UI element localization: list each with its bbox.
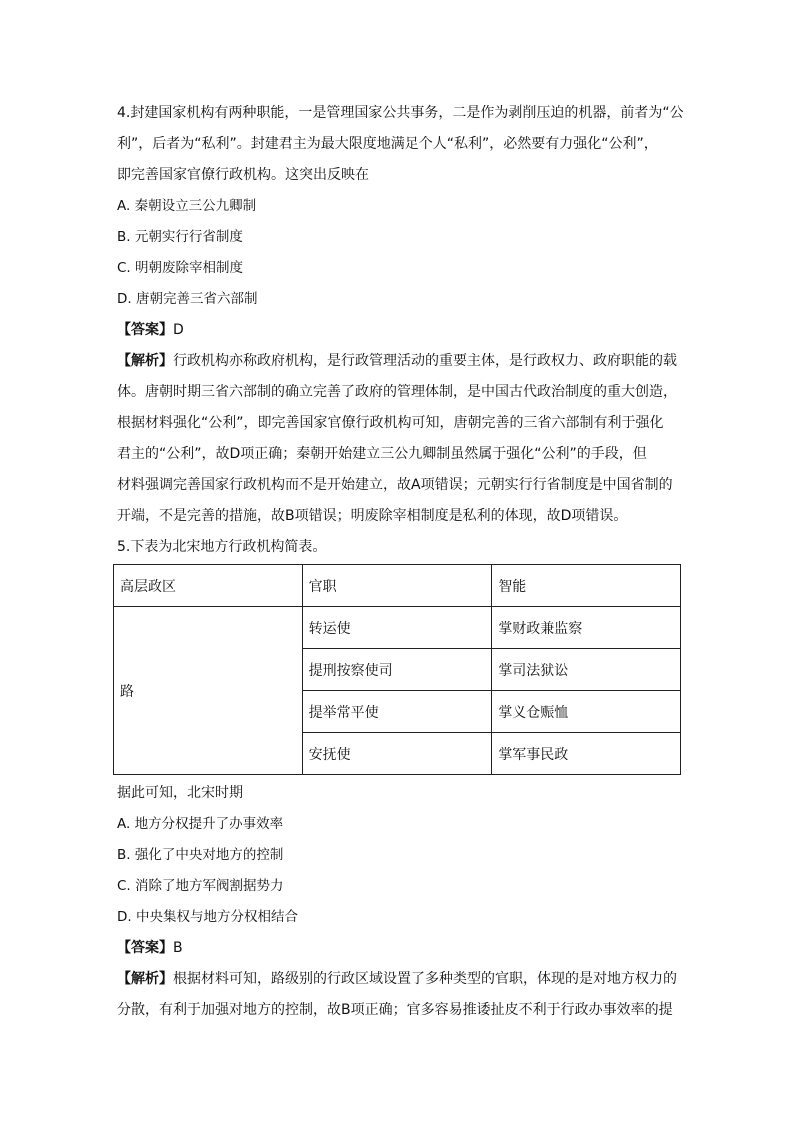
- q4-analysis-line-1: [117, 346, 682, 377]
- q4-answer: [117, 315, 682, 346]
- q5-option-d: D. 中央集权与地方分权相结合: [117, 909, 298, 925]
- q4-analysis-text-1: 行政机构亦称政府机构，是行政管理活动的重要主体，是行政权力、政府职能的载: [173, 353, 677, 369]
- table-row: [114, 607, 681, 649]
- table-header-office: 官职: [302, 565, 492, 607]
- q5-analysis-text-1: 根据材料可知，路级别的行政区域设置了多种类型的官职，体现的是对地方权力的: [173, 971, 677, 987]
- q5-answer: [117, 933, 682, 964]
- q5-answer-value: B: [173, 940, 183, 956]
- table-header-function: 智能: [492, 565, 681, 607]
- table-cell-function: 掌司法狱讼: [492, 649, 681, 691]
- q4-analysis-line-3: 根据材料强化“公利”，即完善国家官僚行政机构可知，唐朝完善的三省六部制有利于强化: [117, 415, 664, 431]
- q4-option-b: B. 元朝实行行省制度: [117, 229, 243, 245]
- q4-analysis-line-5: 材料强调完善国家行政机构而不是开始建立，故A项错误；元朝实行行省制度是中国省制的: [117, 477, 673, 493]
- table-cell-office: 安抚使: [302, 733, 492, 775]
- table-cell-office: 转运使: [302, 607, 492, 649]
- q4-analysis-line-4: 君主的“公利”，故D项正确；秦朝开始建立三公九卿制虽然属于强化“公利”的手段，但: [117, 446, 647, 462]
- table-header-region: 高层政区: [114, 565, 303, 607]
- q4-analysis-line-2: 体。唐朝时期三省六部制的确立完善了政府的管理体制，是中国古代政治制度的重大创造，: [117, 384, 677, 400]
- song-admin-table: [113, 564, 681, 775]
- q4-stem-line-2: 利”，后者为“私利”。封建君主为最大限度地满足个人“私利”，必然要有力强化“公利”，: [117, 136, 658, 152]
- q5-prompt: 据此可知，北宋时期: [117, 785, 243, 801]
- q5-analysis-line-1: [117, 964, 682, 995]
- q5-option-b: B. 强化了中央对地方的控制: [117, 847, 284, 863]
- q4-answer-label: 【答案】: [117, 322, 173, 338]
- q5-stem: 5.下表为北宋地方行政机构简表。: [117, 539, 327, 555]
- q4-stem-line-1: 4.封建国家机构有两种职能，一是管理国家公共事务，二是作为剥削压迫的机器，前者为“公: [117, 105, 684, 121]
- table-cell-lu: 路: [114, 607, 303, 775]
- q5-analysis-label: 【解析】: [117, 971, 173, 987]
- q4-option-a: A. 秦朝设立三公九卿制: [117, 198, 257, 214]
- question-4-block: [117, 98, 682, 563]
- q4-answer-value: D: [173, 322, 184, 338]
- q5-option-a: A. 地方分权提升了办事效率: [117, 816, 284, 832]
- q4-stem-line-3: 即完善国家官僚行政机构。这突出反映在: [117, 167, 369, 183]
- table-header-row: [114, 565, 681, 607]
- table-cell-function: 掌军事民政: [492, 733, 681, 775]
- question-5-block: [117, 778, 682, 1026]
- table-cell-office: 提举常平使: [302, 691, 492, 733]
- q4-analysis-line-6: 开端，不是完善的措施，故B项错误；明废除宰相制度是私利的体现，故D项错误。: [117, 508, 628, 524]
- q4-analysis-label: 【解析】: [117, 353, 173, 369]
- q4-option-c: C. 明朝废除宰相制度: [117, 260, 244, 276]
- q5-analysis-line-2: 分散，有利于加强对地方的控制，故B项正确；官多容易推诿扯皮不利于行政办事效率的提: [117, 1002, 673, 1018]
- q5-option-c: C. 消除了地方军阀割据势力: [117, 878, 284, 894]
- table-cell-function: 掌财政兼监察: [492, 607, 681, 649]
- table-cell-function: 掌义仓赈恤: [492, 691, 681, 733]
- q4-option-d: D. 唐朝完善三省六部制: [117, 291, 258, 307]
- q5-answer-label: 【答案】: [117, 940, 173, 956]
- table-cell-office: 提刑按察使司: [302, 649, 492, 691]
